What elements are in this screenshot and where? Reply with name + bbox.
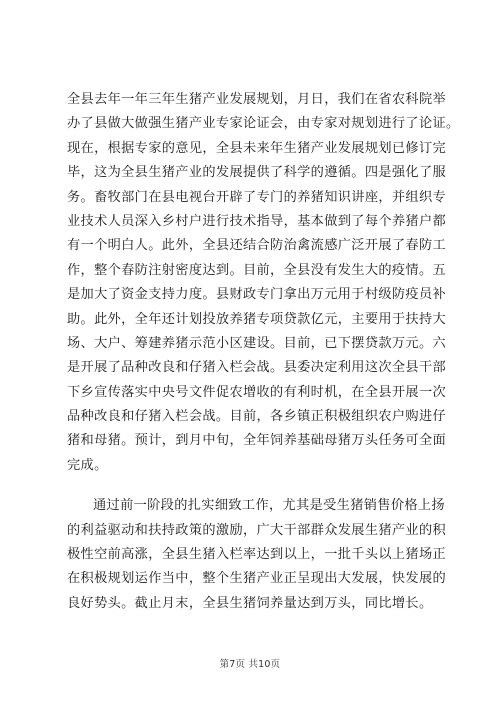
paragraph-line: 助。此外，全年还计划投放养猪专项贷款亿元，主要用于扶持大 bbox=[67, 311, 447, 327]
paragraph-line: 是加大了资金支持力度。县财政专门拿出万元用于村级防疫员补 bbox=[67, 287, 447, 303]
paragraph-line: 极性空前高涨，全县生猪入栏率达到以上，一批千头以上猪场正 bbox=[67, 547, 447, 563]
paragraph-line: 下乡宣传落实中央号文件促农增收的有利时机，在全县开展一次 bbox=[67, 384, 447, 400]
paragraph-line: 毕，这为全县生猪产业的发展提供了科学的遵循。四是强化了服 bbox=[67, 165, 447, 181]
paragraph-line: 场、大户、筹建养猪示范小区建设。目前，已下摆贷款万元。六 bbox=[67, 335, 447, 351]
paragraph-line: 办了县做大做强生猪产业专家论证会，由专家对规划进行了论证。 bbox=[67, 116, 460, 132]
paragraph-line: 是开展了品种改良和仔猪入栏会战。县委决定利用这次全县干部 bbox=[67, 360, 447, 376]
paragraph-line: 猪和母猪。预计，到月中旬，全年饲养基础母猪万头任务可全面 bbox=[67, 433, 447, 449]
paragraph-line: 有一个明白人。此外，全县还结合防治禽流感广泛开展了春防工 bbox=[67, 238, 447, 254]
paragraph-line: 务。畜牧部门在县电视台开辟了专门的养猪知识讲座，并组织专 bbox=[67, 189, 447, 205]
paragraph-line: 通过前一阶段的扎实细致工作，尤其是受生猪销售价格上扬 bbox=[93, 498, 445, 514]
paragraph-line: 的利益驱动和扶持政策的激励，广大干部群众发展生猪产业的积 bbox=[67, 522, 447, 538]
body-text bbox=[67, 88, 460, 616]
paragraph-line: 良好势头。截止月末，全县生猪饲养量达到万头，同比增长。 bbox=[67, 595, 433, 611]
paragraph-line: 在积极规划运作当中，整个生猪产业正呈现出大发展，快发展的 bbox=[67, 571, 447, 587]
paragraph-line: 品种改良和仔猪入栏会战。目前，各乡镇正积极组织农户购进仔 bbox=[67, 409, 447, 425]
paragraph-spacer bbox=[67, 478, 437, 494]
paragraph-line: 现在，根据专家的意见，全县未来年生猪产业发展规划已修订完 bbox=[67, 140, 447, 156]
page-number-footer: 第7页 共10页 bbox=[219, 659, 281, 670]
paragraph-line: 业技术人员深入乡村户进行技术指导，基本做到了每个养猪户都 bbox=[67, 213, 447, 229]
paragraph-line: 全县去年一年三年生猪产业发展规划，月日，我们在省农科院举 bbox=[67, 92, 447, 107]
paragraph-line: 作，整个春防注射密度达到。目前，全县没有发生大的疫情。五 bbox=[67, 262, 447, 278]
paragraph-line: 完成。 bbox=[67, 457, 108, 473]
